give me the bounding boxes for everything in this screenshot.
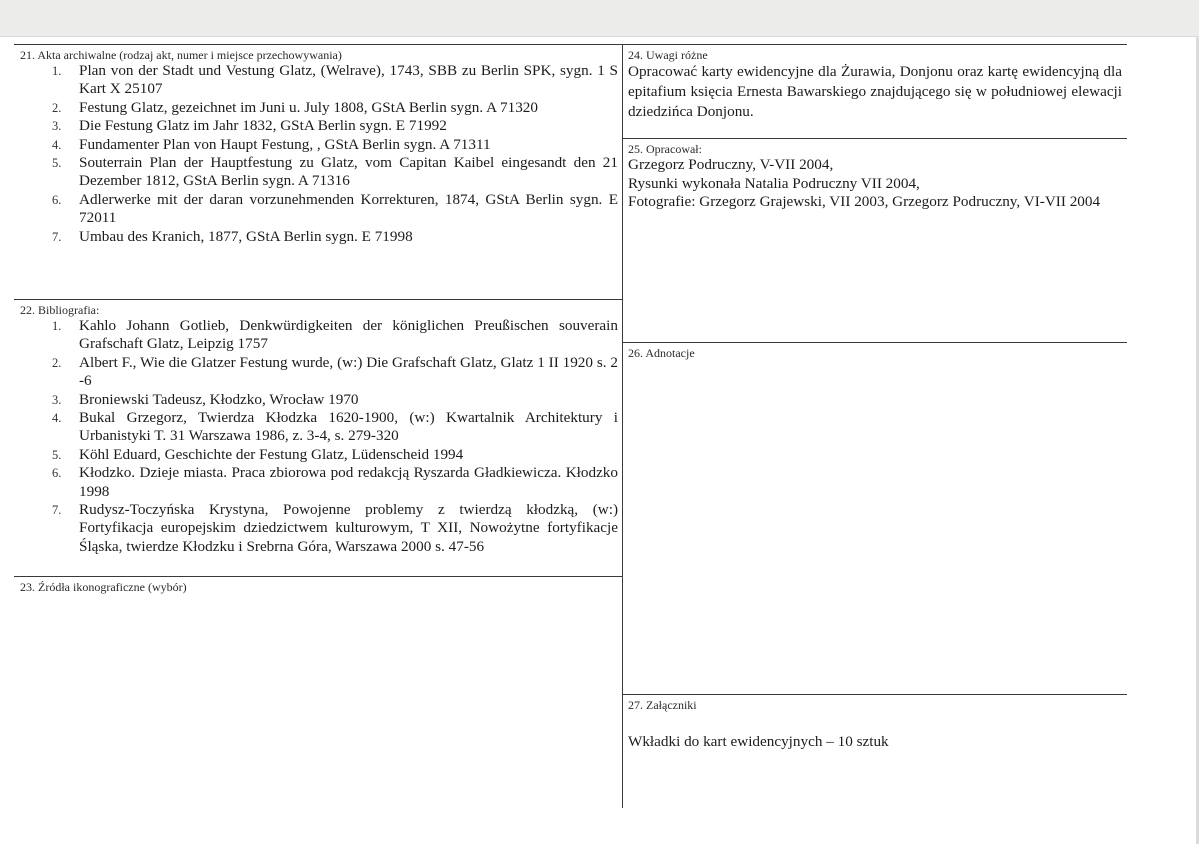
remarks-text: Opracować karty ewidencyjne dla Żurawia, Donjonu oraz kartę ewidencyjną dla epitafium księcia Ernesta Bawarskiego znajdującego się w południowej elewacji dziedzińca Donjonu. [628,63,1122,120]
item-text: Rudysz-Toczyńska Krystyna, Powojenne problemy z twierdzą kłodzką, (w:) Fortyfikacja europejskim dziedzictwem kulturowym, T XII, Nowożytne fortyfikacje Śląska, twierdze Kłodzku i Srebrna Góra, Warszawa 2000 s. 47-56 [79,501,618,555]
item-text: Kahlo Johann Gotlieb, Denkwürdigkeiten der königlichen Preußischen souverain Grafschaft Glatz, Leipzig 1757 [79,317,618,353]
list-item [20,191,618,228]
item-text: Albert F., Wie die Glatzer Festung wurde, (w:) Die Grafschaft Glatz, Glatz 1 II 1920 s. 2 -6 [79,353,618,390]
author-line: Grzegorz Podruczny, V-VII 2004, [628,156,834,173]
item-text: Umbau des Kranich, 1877, GStA Berlin sygn. E 71998 [79,227,413,245]
item-number: 5. [52,156,62,171]
list-item [20,501,618,556]
rule-26-27 [623,694,1127,695]
item-number: 7. [52,503,62,518]
list-item [20,62,618,99]
archival-list [20,62,618,246]
item-number: 2. [52,355,62,370]
section-label: 25. Opracował: [628,142,702,156]
list-item [20,409,618,446]
rule-22-23 [14,576,622,577]
section-remarks [628,48,1122,122]
section-bibliography [20,303,618,556]
list-item [20,354,618,391]
section-iconographic-sources [20,580,618,594]
list-item [20,117,618,135]
list-item [20,228,618,246]
section-annotations [628,346,1122,360]
list-item [20,136,618,154]
item-text: Adlerwerke mit der daran vorzunehmenden Korrekturen, 1874, GStA Berlin sygn. E 72011 [79,190,618,227]
item-number: 3. [52,392,62,407]
rule-21-22 [14,299,622,300]
item-text: Bukal Grzegorz, Twierdza Kłodzka 1620-1900, (w:) Kwartalnik Architektury i Urbanistyki T. 31 Warszawa 1986, z. 3-4, s. 279-320 [79,409,618,445]
photos-line: Fotografie: Grzegorz Grajewski, VII 2003, Grzegorz Podruczny, VI-VII 2004 [628,193,1101,210]
item-number: 7. [52,229,62,244]
item-number: 6. [52,466,62,481]
section-attachments [628,698,1122,752]
item-text: Broniewski Tadeusz, Kłodzko, Wrocław 1970 [79,390,359,408]
list-item [20,317,618,354]
rule-top-left [14,44,622,45]
section-archival-records [20,48,618,246]
list-item [20,391,618,409]
item-number: 5. [52,447,62,462]
list-item [20,99,618,117]
section-label: 27. Załączniki [628,698,697,712]
attachments-text: Wkładki do kart ewidencyjnych – 10 sztuk [628,733,889,750]
item-text: Festung Glatz, gezeichnet im Juni u. July 1808, GStA Berlin sygn. A 71320 [79,98,538,116]
item-number: 1. [52,64,62,78]
section-label: 21. Akta archiwalne (rodzaj akt, numer i miejsce przechowywania) [20,48,342,62]
bibliography-list [20,317,618,556]
section-prepared-by [628,142,1122,212]
rule-24-25 [623,138,1127,139]
section-label: 23. Źródła ikonograficzne (wybór) [20,580,187,594]
rule-top-right [623,44,1127,45]
rule-25-26 [623,342,1127,343]
section-label: 26. Adnotacje [628,346,695,360]
item-number: 2. [52,100,62,115]
item-number: 4. [52,137,62,152]
item-number: 1. [52,319,62,333]
item-text: Plan von der Stadt und Vestung Glatz, (Welrave), 1743, SBB zu Berlin SPK, sygn. 1 S Kart X 25107 [79,62,618,98]
item-number: 6. [52,192,62,207]
list-item [20,154,618,191]
record-card-sheet [14,44,1127,808]
scan-top-band [0,0,1199,37]
item-text: Fundamenter Plan von Haupt Festung, , GStA Berlin sygn. A 71311 [79,135,491,153]
item-text: Köhl Eduard, Geschichte der Festung Glatz, Lüdenscheid 1994 [79,445,464,463]
drawings-line: Rysunki wykonała Natalia Podruczny VII 2004, [628,174,920,192]
item-number: 3. [52,119,62,134]
item-number: 4. [52,411,62,426]
item-text: Kłodzko. Dzieje miasta. Praca zbiorowa pod redakcją Ryszarda Gładkiewicza. Kłodzko 1998 [79,464,618,500]
item-text: Die Festung Glatz im Jahr 1832, GStA Berlin sygn. E 71992 [79,117,447,135]
section-label: 22. Bibliografia: [20,303,100,317]
section-label: 24. Uwagi różne [628,48,708,62]
item-text: Souterrain Plan der Hauptfestung zu Glatz, vom Capitan Kaibel eingesandt den 21 Dezember 1812, GStA Berlin sygn. A 71316 [79,154,618,190]
list-item [20,464,618,501]
list-item [20,446,618,464]
